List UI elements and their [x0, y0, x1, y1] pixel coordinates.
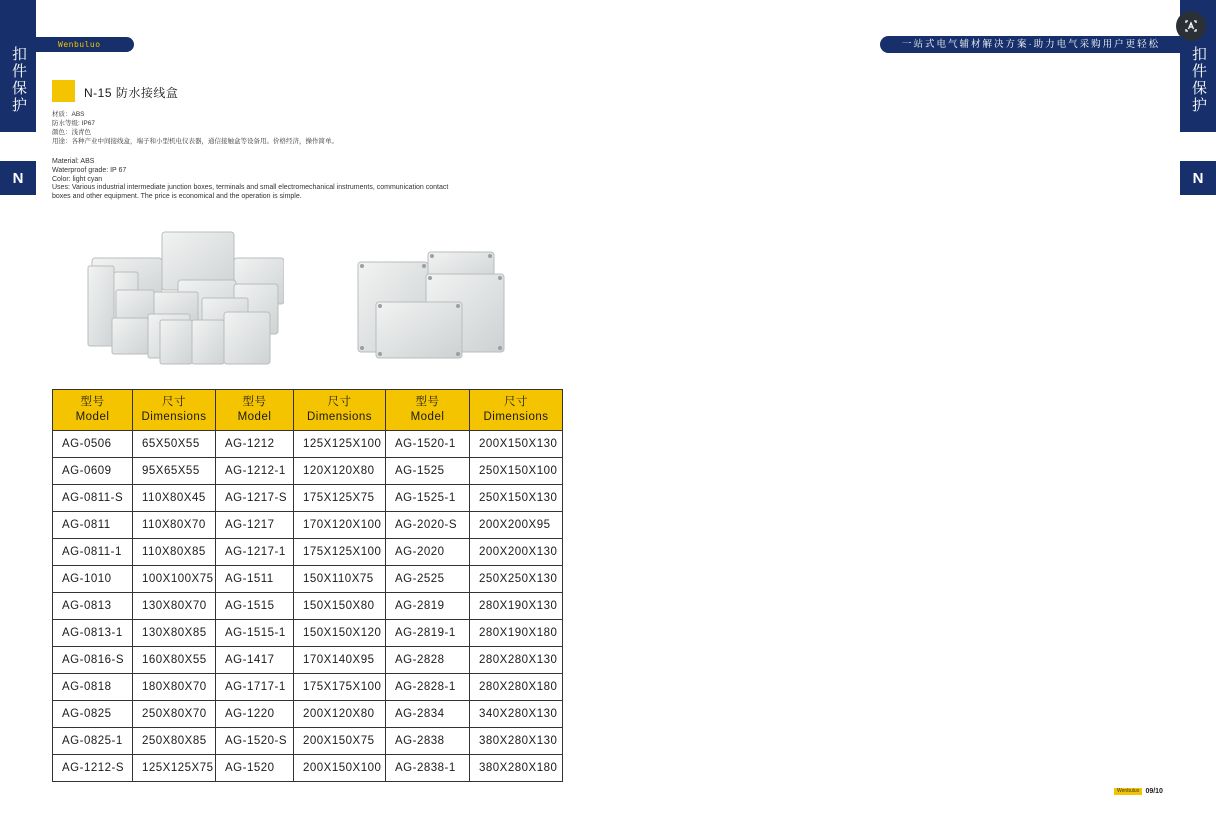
slogan-banner: 一站式电气辅材解决方案·助力电气采购用户更轻松 [880, 36, 1182, 53]
logo-glyph-icon [1183, 18, 1199, 34]
dimensions-cell: 380X280X130 [470, 728, 563, 755]
dimensions-cell: 150X150X120 [294, 620, 386, 647]
model-cell: AG-1511 [216, 566, 294, 593]
dimensions-cell: 200X150X100 [294, 755, 386, 782]
model-cell: AG-0825 [53, 701, 133, 728]
model-cell: AG-1010 [53, 566, 133, 593]
dimensions-cell: 150X150X80 [294, 593, 386, 620]
spec-cn-line: 用途：各种产业中间接线盒，端子和小型机电仪表器，通信接触盒等设备用。价格经济，操作简单。 [52, 138, 338, 145]
table-row [53, 566, 563, 593]
table-row [53, 728, 563, 755]
model-cell: AG-1217 [216, 512, 294, 539]
model-cell: AG-2020 [386, 539, 470, 566]
model-cell: AG-2838 [386, 728, 470, 755]
dimensions-cell: 170X140X95 [294, 647, 386, 674]
model-cell: AG-0609 [53, 458, 133, 485]
model-cell: AG-1217-S [216, 485, 294, 512]
dimensions-cell: 250X80X70 [133, 701, 216, 728]
dimensions-cell: 110X80X45 [133, 485, 216, 512]
model-cell: AG-1717-1 [216, 674, 294, 701]
brand-pill: Wenbuluo [36, 37, 134, 52]
model-cell: AG-2020-S [386, 512, 470, 539]
footer-brand-tag: Wenbuluo [1114, 788, 1142, 795]
product-photo-group-large [352, 250, 508, 362]
table-row [53, 458, 563, 485]
model-cell: AG-0813 [53, 593, 133, 620]
model-cell: AG-1520-1 [386, 431, 470, 458]
table-row [53, 701, 563, 728]
model-cell: AG-1520-S [216, 728, 294, 755]
dimensions-cell: 340X280X130 [470, 701, 563, 728]
table-row [53, 755, 563, 782]
dimensions-cell: 160X80X55 [133, 647, 216, 674]
dimensions-cell: 280X280X180 [470, 674, 563, 701]
left-side-tab [0, 0, 36, 132]
header-model: 型号 Model [386, 390, 470, 431]
dimensions-cell: 200X200X130 [470, 539, 563, 566]
spec-en-line: Color: light cyan [52, 175, 103, 183]
model-cell: AG-1212-1 [216, 458, 294, 485]
model-cell: AG-1525-1 [386, 485, 470, 512]
model-cell: AG-0816-S [53, 647, 133, 674]
model-cell: AG-1417 [216, 647, 294, 674]
model-cell: AG-2819 [386, 593, 470, 620]
dimensions-cell: 175X125X75 [294, 485, 386, 512]
product-photo-group-small [84, 228, 284, 368]
left-letter-tab: N [0, 161, 36, 195]
spec-en-line: Waterproof grade: IP 67 [52, 166, 127, 174]
side-tab-label-right: 扣件保护 [1190, 46, 1207, 114]
right-letter-tab: N [1180, 161, 1216, 195]
model-cell: AG-0811 [53, 512, 133, 539]
model-cell: AG-2834 [386, 701, 470, 728]
model-cell: AG-1515 [216, 593, 294, 620]
model-cell: AG-2838-1 [386, 755, 470, 782]
header-dimensions: 尺寸 Dimensions [133, 390, 216, 431]
dimensions-cell: 175X175X100 [294, 674, 386, 701]
dimensions-cell: 175X125X100 [294, 539, 386, 566]
dimensions-cell: 110X80X85 [133, 539, 216, 566]
dimensions-cell: 250X150X100 [470, 458, 563, 485]
dimensions-cell: 120X120X80 [294, 458, 386, 485]
model-cell: AG-0818 [53, 674, 133, 701]
dimensions-cell: 65X50X55 [133, 431, 216, 458]
model-cell: AG-0506 [53, 431, 133, 458]
dimensions-cell: 250X80X85 [133, 728, 216, 755]
model-cell: AG-1520 [216, 755, 294, 782]
spec-cn-line: 颜色：浅青色 [52, 129, 91, 136]
table-header-row [53, 390, 563, 431]
title-accent-square [52, 80, 75, 102]
dimensions-cell: 180X80X70 [133, 674, 216, 701]
spec-en-line: boxes and other equipment. The price is economical and the operation is simple. [52, 193, 302, 201]
model-cell: AG-2525 [386, 566, 470, 593]
table-row [53, 431, 563, 458]
dimensions-cell: 280X280X130 [470, 647, 563, 674]
header-dimensions: 尺寸 Dimensions [294, 390, 386, 431]
dimensions-cell: 130X80X85 [133, 620, 216, 647]
table-row [53, 485, 563, 512]
table-row [53, 620, 563, 647]
model-cell: AG-1212 [216, 431, 294, 458]
model-cell: AG-1217-1 [216, 539, 294, 566]
model-cell: AG-0825-1 [53, 728, 133, 755]
header-dimensions: 尺寸 Dimensions [470, 390, 563, 431]
model-cell: AG-0811-S [53, 485, 133, 512]
dimensions-cell: 200X150X75 [294, 728, 386, 755]
dimensions-cell: 200X200X95 [470, 512, 563, 539]
model-cell: AG-2828-1 [386, 674, 470, 701]
header-model: 型号 Model [216, 390, 294, 431]
product-title: N-15 防水接线盒 [84, 86, 179, 100]
model-cell: AG-0813-1 [53, 620, 133, 647]
dimensions-cell: 280X190X180 [470, 620, 563, 647]
model-cell: AG-1212-S [53, 755, 133, 782]
spec-cn-line: 材质：ABS [52, 111, 85, 118]
dimensions-cell: 200X150X130 [470, 431, 563, 458]
model-cell: AG-2828 [386, 647, 470, 674]
spec-en-line: Uses: Various industrial intermediate junction boxes, terminals and small electromechanical instruments, communication contact [52, 184, 449, 192]
model-cell: AG-1515-1 [216, 620, 294, 647]
dimensions-cell: 110X80X70 [133, 512, 216, 539]
spec-english [52, 158, 532, 202]
model-cell: AG-2819-1 [386, 620, 470, 647]
dimensions-cell: 125X125X75 [133, 755, 216, 782]
header-model: 型号 Model [53, 390, 133, 431]
spec-chinese [52, 110, 338, 146]
dimensions-cell: 250X250X130 [470, 566, 563, 593]
dimensions-table [52, 389, 563, 782]
page-number [1114, 788, 1163, 795]
table-row [53, 512, 563, 539]
side-tab-label: 扣件保护 [10, 46, 27, 114]
dimensions-cell: 130X80X70 [133, 593, 216, 620]
dimensions-cell: 200X120X80 [294, 701, 386, 728]
dimensions-cell: 95X65X55 [133, 458, 216, 485]
dimensions-cell: 125X125X100 [294, 431, 386, 458]
spec-en-line: Material: ABS [52, 158, 95, 165]
table-row [53, 593, 563, 620]
model-cell: AG-1525 [386, 458, 470, 485]
dimensions-cell: 280X190X130 [470, 593, 563, 620]
table-row [53, 674, 563, 701]
spec-cn-line: 防水等级: IP67 [52, 120, 95, 127]
dimensions-cell: 100X100X75 [133, 566, 216, 593]
dimensions-cell: 250X150X130 [470, 485, 563, 512]
dimensions-cell: 150X110X75 [294, 566, 386, 593]
dimensions-cell: 170X120X100 [294, 512, 386, 539]
dimensions-cell: 380X280X180 [470, 755, 563, 782]
page-number-text: 09/10 [1145, 788, 1163, 795]
table-row [53, 647, 563, 674]
model-cell: AG-1220 [216, 701, 294, 728]
model-cell: AG-0811-1 [53, 539, 133, 566]
table-row [53, 539, 563, 566]
table-body [53, 431, 563, 782]
